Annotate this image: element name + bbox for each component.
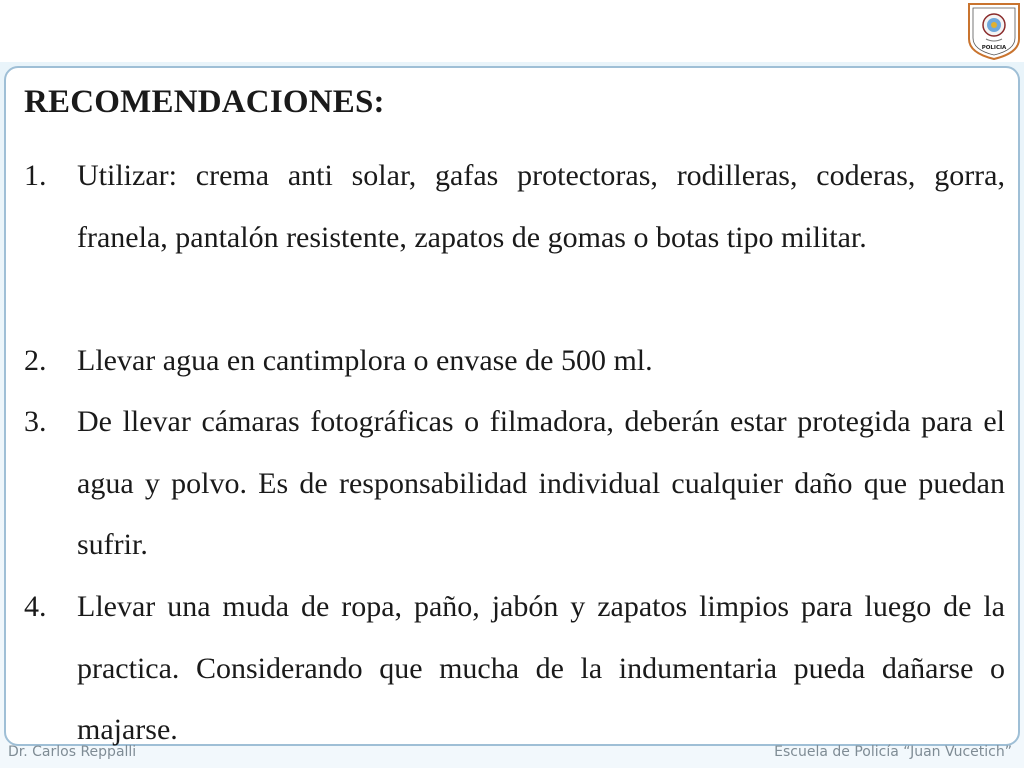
item-text: Utilizar: crema anti solar, gafas protectoras, rodilleras, coderas, gorra, franela, pantalón resistente, zapatos de gomas o botas tipo militar.: [77, 159, 1005, 254]
item-text: Llevar agua en cantimplora o envase de 500 ml.: [77, 344, 653, 377]
item-number: 2.: [24, 344, 47, 377]
item-number: 1.: [24, 159, 47, 192]
slide-heading: RECOMENDACIONES:: [24, 84, 385, 120]
top-band: [0, 0, 1024, 62]
logo-text: POLICIA: [981, 45, 1007, 51]
footer-author: Dr. Carlos Reppalli: [8, 744, 137, 760]
footer-institution: Escuela de Policía “Juan Vucetich”: [774, 744, 1012, 760]
item-text: Llevar una muda de ropa, paño, jabón y zapatos limpios para luego de la practica. Considerando que mucha de la indumentaria pueda dañarse o majarse.: [77, 590, 1005, 746]
item-text: De llevar cámaras fotográficas o filmadora, deberán estar protegida para el agua y polvo. Es de responsabilidad individual cualquier daño que puedan sufrir.: [77, 405, 1005, 561]
item-number: 3.: [24, 405, 47, 438]
police-badge-logo: [966, 1, 1022, 61]
item-number: 4.: [24, 590, 47, 623]
